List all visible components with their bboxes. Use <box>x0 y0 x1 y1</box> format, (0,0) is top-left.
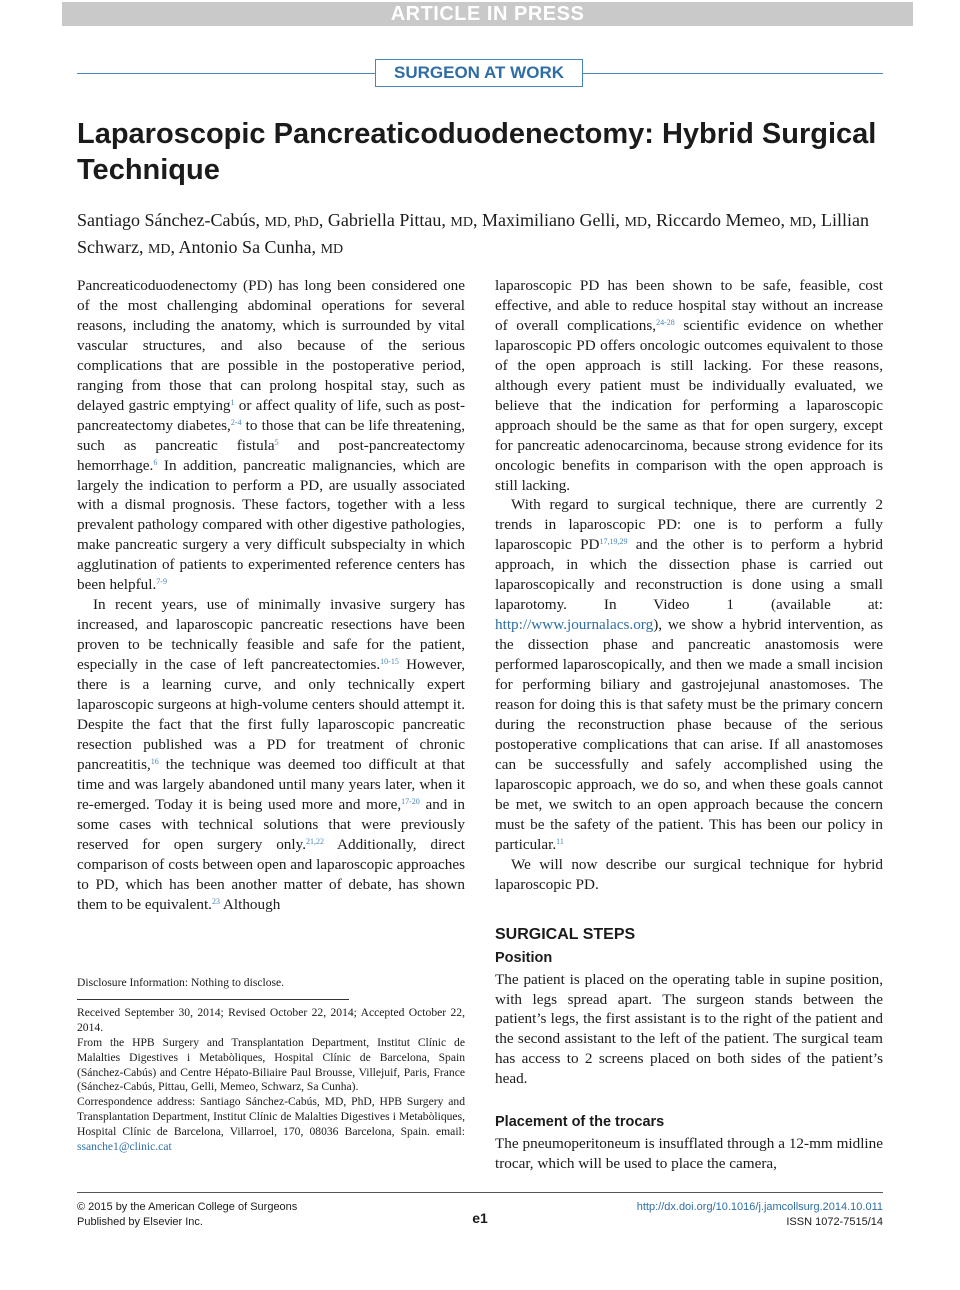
citation[interactable]: 6 <box>153 457 158 467</box>
citation[interactable]: 21,22 <box>306 836 325 846</box>
citation[interactable]: 17,19,29 <box>599 537 628 547</box>
footnote-rule <box>77 999 349 1000</box>
doi-link[interactable]: http://dx.doi.org/10.1016/j.jamcollsurg.2014.10.011 <box>636 1201 883 1213</box>
copyright: © 2015 by the American College of Surgeons <box>77 1201 298 1213</box>
paragraph-recent-years: In recent years, use of minimally invasive surgery has increased, and laparoscopic pancreatic resections have been proven to be technically feasible and safe for the patient, especially in the case of left pancreatectomies.$^{10-15}$ However, there is a learning curve, and only technically expert laparoscopic surgeons at high-volume centers should attempt it. Despite the fact that the first fully laparoscopic pancreatic resection published was a PD for treatment of chronic pancreatitis,$^{16}$ the technique was deemed too difficult at that time and was largely abandoned until many years later, when it re-emerged. Today it is being used more and more,$^{17-20}$ and in some cases with technical solutions that were previously reserved for open surgery only.$^{21,22}$ Additionally, direct comparison of costs between open and laparoscopic approaches to PD, which has been another matter of debate, has shown them to be equivalent.$^{23}$ Although <box>77 596 465 913</box>
footer-left <box>77 1200 297 1230</box>
article-footnotes <box>77 976 465 1155</box>
citation[interactable]: 24-28 <box>656 317 675 327</box>
citation[interactable]: 7-9 <box>156 577 167 587</box>
section-rule-left <box>77 73 375 74</box>
citation[interactable]: 1 <box>230 397 235 407</box>
citation[interactable]: 17-20 <box>401 796 420 806</box>
heading-position: Position <box>495 949 553 966</box>
author-list: Santiago Sánchez-Cabús, MD, PhD, Gabriella Pittau, MD, Maximiliano Gelli, MD, Riccardo Memeo, MD, Lillian Schwarz, MD, Antonio Sa Cunha, MD <box>77 210 870 257</box>
body-column-left <box>77 276 465 915</box>
publisher: Published by Elsevier Inc. <box>77 1216 203 1228</box>
article-title: Laparoscopic Pancreaticoduodenectomy: Hybrid Surgical Technique <box>77 118 877 186</box>
paragraph-technique: With regard to surgical technique, there are currently 2 trends in laparoscopic PD: one is to perform a fully laparoscopic PD$^{17,19,29}$ and the other is to perform a hybrid approach, in which the dissection phase is carried out laparoscopically and reconstruction is done using a small laparotomy. In Video 1 (available at: http://www.journalacs.org), we show a hybrid intervention, as the dissection phase and pancreatic anastomosis were performed laparoscopically, and then we made a small incision for performing biliary and gastrojejunal anastomoses. The reason for doing this is that safety must be the primary concern during the reconstruction phase because of the serious postoperative complications that can arise. If all anastomoses can be successfully and safely accomplished using the laparoscopic approach, we do so, and when these goals cannot be met, we switch to an open approach because the concern must be the safety of the patient. This has been our policy in particular.$^{11}$ <box>495 496 883 853</box>
paragraph-intro: Pancreaticoduodenectomy (PD) has long been considered one of the most challenging abdominal operations for several reasons, including the anatomy, which is surrounded by vital vascular structures, and also because of the serious complications that are possible in the postoperative period, ranging from those that can prolong hospital stay, such as delayed gastric emptying$^1$ or affect quality of life, such as post-pancreatectomy diabetes,$^{2-4}$ to those that can be life threatening, such as pancreatic fistula$^5$ and post-pancreatectomy hemorrhage.$^6$ In addition, pancreatic malignancies, which are largely the indication to perform a PD, are usually associated with a dismal prognosis. These factors, together with a less prevalent pathology compared with other digestive pathologies, make pancreatic surgery a very difficult subspecialty in which agglutination of patients to experimented reference centers has been helpful.$^{7-9}$ <box>77 277 466 594</box>
citation[interactable]: 16 <box>150 756 159 766</box>
citation[interactable]: 23 <box>211 896 220 906</box>
issn: ISSN 1072-7515/14 <box>786 1216 883 1228</box>
page-number: e1 <box>472 1210 488 1226</box>
citation[interactable]: 2-4 <box>230 417 242 427</box>
journal-link[interactable]: http://www.journalacs.org <box>495 616 654 634</box>
section-tag: SURGEON AT WORK <box>375 59 583 87</box>
paragraph-position: The patient is placed on the operating table in supine position, with legs spread apart. The surgeon stands between the patient’s legs, the first assistant is to the right of the patient and the second assistant to the left of the patient. The surgical team has access to 2 screens placed on both sides of the patient’s head. <box>495 970 883 1088</box>
citation[interactable]: 10-15 <box>380 657 399 667</box>
heading-surgical-steps: SURGICAL STEPS <box>495 925 636 943</box>
article-in-press-banner: ARTICLE IN PRESS <box>62 2 913 26</box>
paragraph-trocars: The pneumoperitoneum is insufflated through a 12-mm midline trocar, which will be used to place the camera, <box>495 1135 883 1173</box>
section-rule-right <box>583 73 883 74</box>
correspondence: Correspondence address: Santiago Sánchez-Cabús, MD, PhD, HPB Surgery and Transplantation Department, Institut Clínic de Malalties Digestives i Metabòliques, Hospital Clínic de Barcelona, Villarroel, 170, 08036 Barcelona, Spain. email: ssanche1@clinic.cat <box>77 1095 465 1154</box>
body-column-right <box>495 276 883 1174</box>
affiliations: From the HPB Surgery and Transplantation Department, Institut Clínic de Malalties Digestives i Metabòliques, Hospital Clínic de Barcelona, Spain (Sánchez-Cabús) and Centre Hépato-Biliaire Paul Brousse, Villejuif, Paris, France (Sánchez-Cabús, Pittau, Gelli, Memeo, Schwarz, Sa Cunha). <box>77 1035 465 1094</box>
paragraph-continued: laparoscopic PD has been shown to be safe, feasible, cost effective, and able to reduce hospital stay without an increase of overall complications,$^{24-28}$ scientific evidence on whether laparoscopic PD offers oncologic outcomes equivalent to those of the open approach is still lacking. For these reasons, although every patient must be individually evaluated, we believe that the indication for performing a laparoscopic approach should be the same as that for open surgery, except for pancreatic adenocarcinoma, because strong evidence for its oncologic benefits in comparison with the open approach is still lacking. <box>495 277 883 494</box>
footer-rule <box>77 1192 883 1193</box>
disclosure: Disclosure Information: Nothing to disclose. <box>77 976 285 989</box>
footer-right <box>637 1200 883 1230</box>
citation[interactable]: 11 <box>556 836 564 846</box>
email-link[interactable]: ssanche1@clinic.cat <box>77 1140 172 1154</box>
paragraph-describe: We will now describe our surgical technique for hybrid laparoscopic PD. <box>495 855 883 893</box>
heading-trocars: Placement of the trocars <box>495 1114 665 1131</box>
citation[interactable]: 5 <box>274 437 279 447</box>
received-dates: Received September 30, 2014; Revised October 22, 2014; Accepted October 22, 2014. <box>77 1005 465 1034</box>
